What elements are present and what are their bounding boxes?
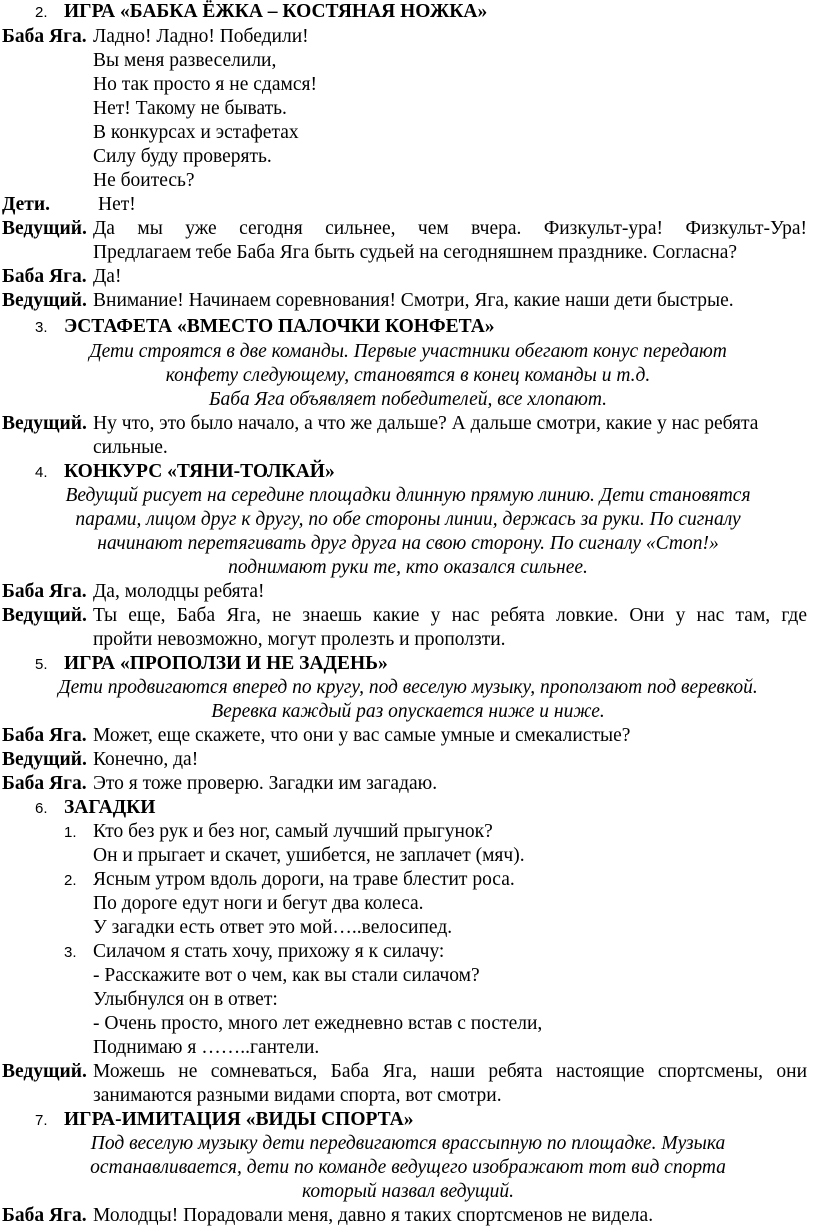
speaker-label: Ведущий. (2, 218, 87, 239)
riddle-line: Силачом я стать хочу, прихожу я к силачу: (93, 941, 445, 962)
riddle-line: У загадки есть ответ это мой…..велосипед. (93, 917, 453, 938)
riddle-number: 1. (64, 824, 77, 841)
speaker-label: Ведущий. (2, 413, 87, 434)
speaker-label: Ведущий. (2, 605, 87, 626)
dialogue-text: Да, молодцы ребята! (93, 581, 265, 602)
instruction-line: Дети строятся в две команды. Первые участники обегают конус передают (89, 341, 727, 362)
section-title: ИГРА «БАБКА ЁЖКА – КОСТЯНАЯ НОЖКА» (64, 1, 488, 22)
dialogue-text: пройти невозможно, могут пролезть и проползти. (93, 629, 506, 650)
speaker-label: Ведущий. (2, 749, 87, 770)
riddle-line: Кто без рук и без ног, самый лучший прыгунок? (93, 821, 493, 842)
riddle-line: Ясным утром вдоль дороги, на траве блестит роса. (93, 869, 515, 890)
dialogue-text: Можешь не сомневаться, Баба Яга, наши ребята настоящие спортсмены, они (93, 1061, 807, 1082)
instruction-line: конфету следующему, становятся в конец команды и т.д. (165, 365, 651, 386)
verse-line: Но так просто я не сдамся! (93, 74, 317, 95)
riddle-line: Поднимаю я ……..гантели. (93, 1037, 320, 1058)
instruction-line: Веревка каждый раз опускается ниже и ниже. (211, 701, 605, 722)
verse-line: Силу буду проверять. (93, 146, 272, 167)
section-title: ЗАГАДКИ (64, 797, 156, 818)
riddle-number: 2. (64, 872, 77, 889)
section-number: 5. (35, 656, 48, 673)
riddle-number: 3. (64, 944, 77, 961)
verse-line: В конкурсах и эстафетах (93, 122, 299, 143)
speaker-label: Баба Яга. (2, 773, 87, 794)
instruction-line: Ведущий рисует на середине площадки длинную прямую линию. Дети становятся (65, 485, 751, 506)
instruction-line: парами, лицом друг к другу, по обе стороны линии, держась за руки. По сигналу (75, 509, 741, 530)
section-title: ИГРА «ПРОПОЛЗИ И НЕ ЗАДЕНЬ» (64, 653, 388, 674)
dialogue-text: Внимание! Начинаем соревнования! Смотри, Яга, какие наши дети быстрые. (93, 290, 734, 311)
riddle-line: - Очень просто, много лет ежедневно встав с постели, (93, 1013, 543, 1034)
dialogue-text: Может, еще скажете, что они у вас самые умные и смекалистые? (93, 725, 631, 746)
dialogue-text: Это я тоже проверю. Загадки им загадаю. (93, 773, 438, 794)
dialogue-text: сильные. (93, 437, 168, 458)
speaker-label: Дети. (2, 194, 50, 215)
section-title: КОНКУРС «ТЯНИ-ТОЛКАЙ» (64, 461, 335, 482)
speaker-label: Баба Яга. (2, 1205, 87, 1226)
speaker-label: Баба Яга. (2, 266, 87, 287)
riddle-line: - Расскажите вот о чем, как вы стали силачом? (93, 965, 480, 986)
section-number: 4. (35, 464, 48, 481)
dialogue-text: Нет! (98, 194, 136, 215)
dialogue-text: Да мы уже сегодня сильнее, чем вчера. Физкульт-ура! Физкульт-Ура! (93, 218, 807, 239)
verse-line: Нет! Такому не бывать. (93, 98, 287, 119)
dialogue-text: Конечно, да! (93, 749, 199, 770)
speaker-label: Баба Яга. (2, 725, 87, 746)
section-title: ИГРА-ИМИТАЦИЯ «ВИДЫ СПОРТА» (64, 1109, 414, 1130)
instruction-line: Баба Яга объявляет победителей, все хлопают. (208, 389, 608, 410)
dialogue-text: Ты еще, Баба Яга, не знаешь какие у нас ребята ловкие. Они у нас там, где (93, 605, 807, 626)
instruction-line: который назвал ведущий. (301, 1181, 515, 1202)
section-number: 7. (35, 1112, 48, 1129)
section-title: ЭСТАФЕТА «ВМЕСТО ПАЛОЧКИ КОНФЕТА» (64, 316, 495, 337)
verse-line: Вы меня развеселили, (93, 50, 277, 71)
speaker-label: Ведущий. (2, 1061, 87, 1082)
instruction-line: Под веселую музыку дети передвигаются врассыпную по площадке. Музыка (90, 1133, 726, 1154)
dialogue-text: занимаются разными видами спорта, вот смотри. (93, 1085, 502, 1106)
speaker-label: Баба Яга. (2, 26, 87, 47)
section-number: 6. (35, 800, 48, 817)
dialogue-text: Да! (93, 266, 122, 287)
riddle-line: По дороге едут ноги и бегут два колеса. (93, 893, 424, 914)
riddle-line: Он и прыгает и скачет, ушибется, не заплачет (мяч). (93, 845, 525, 866)
riddle-line: Улыбнулся он в ответ: (93, 989, 278, 1010)
verse-line: Не боитесь? (93, 170, 195, 191)
instruction-line: Дети продвигаются вперед по кругу, под веселую музыку, проползают под веревкой. (58, 677, 758, 698)
dialogue-text: Молодцы! Порадовали меня, давно я таких спортсменов не видела. (93, 1205, 654, 1226)
instruction-line: начинают перетягивать друг друга на свою сторону. По сигналу «Стоп!» (97, 533, 719, 554)
dialogue-text: Ну что, это было начало, а что же дальше? А дальше смотри, какие у нас ребята (93, 413, 759, 434)
speaker-label: Ведущий. (2, 290, 87, 311)
section-number: 3. (35, 319, 48, 336)
instruction-line: останавливается, дети по команде ведущего изображают тот вид спорта (90, 1157, 726, 1178)
verse-line: Ладно! Ладно! Победили! (93, 26, 309, 47)
dialogue-text: Предлагаем тебе Баба Яга быть судьей на сегодняшнем празднике. Согласна? (93, 242, 738, 263)
instruction-line: поднимают руки те, кто оказался сильнее. (228, 557, 588, 578)
speaker-label: Баба Яга. (2, 581, 87, 602)
section-number: 2. (35, 4, 48, 21)
